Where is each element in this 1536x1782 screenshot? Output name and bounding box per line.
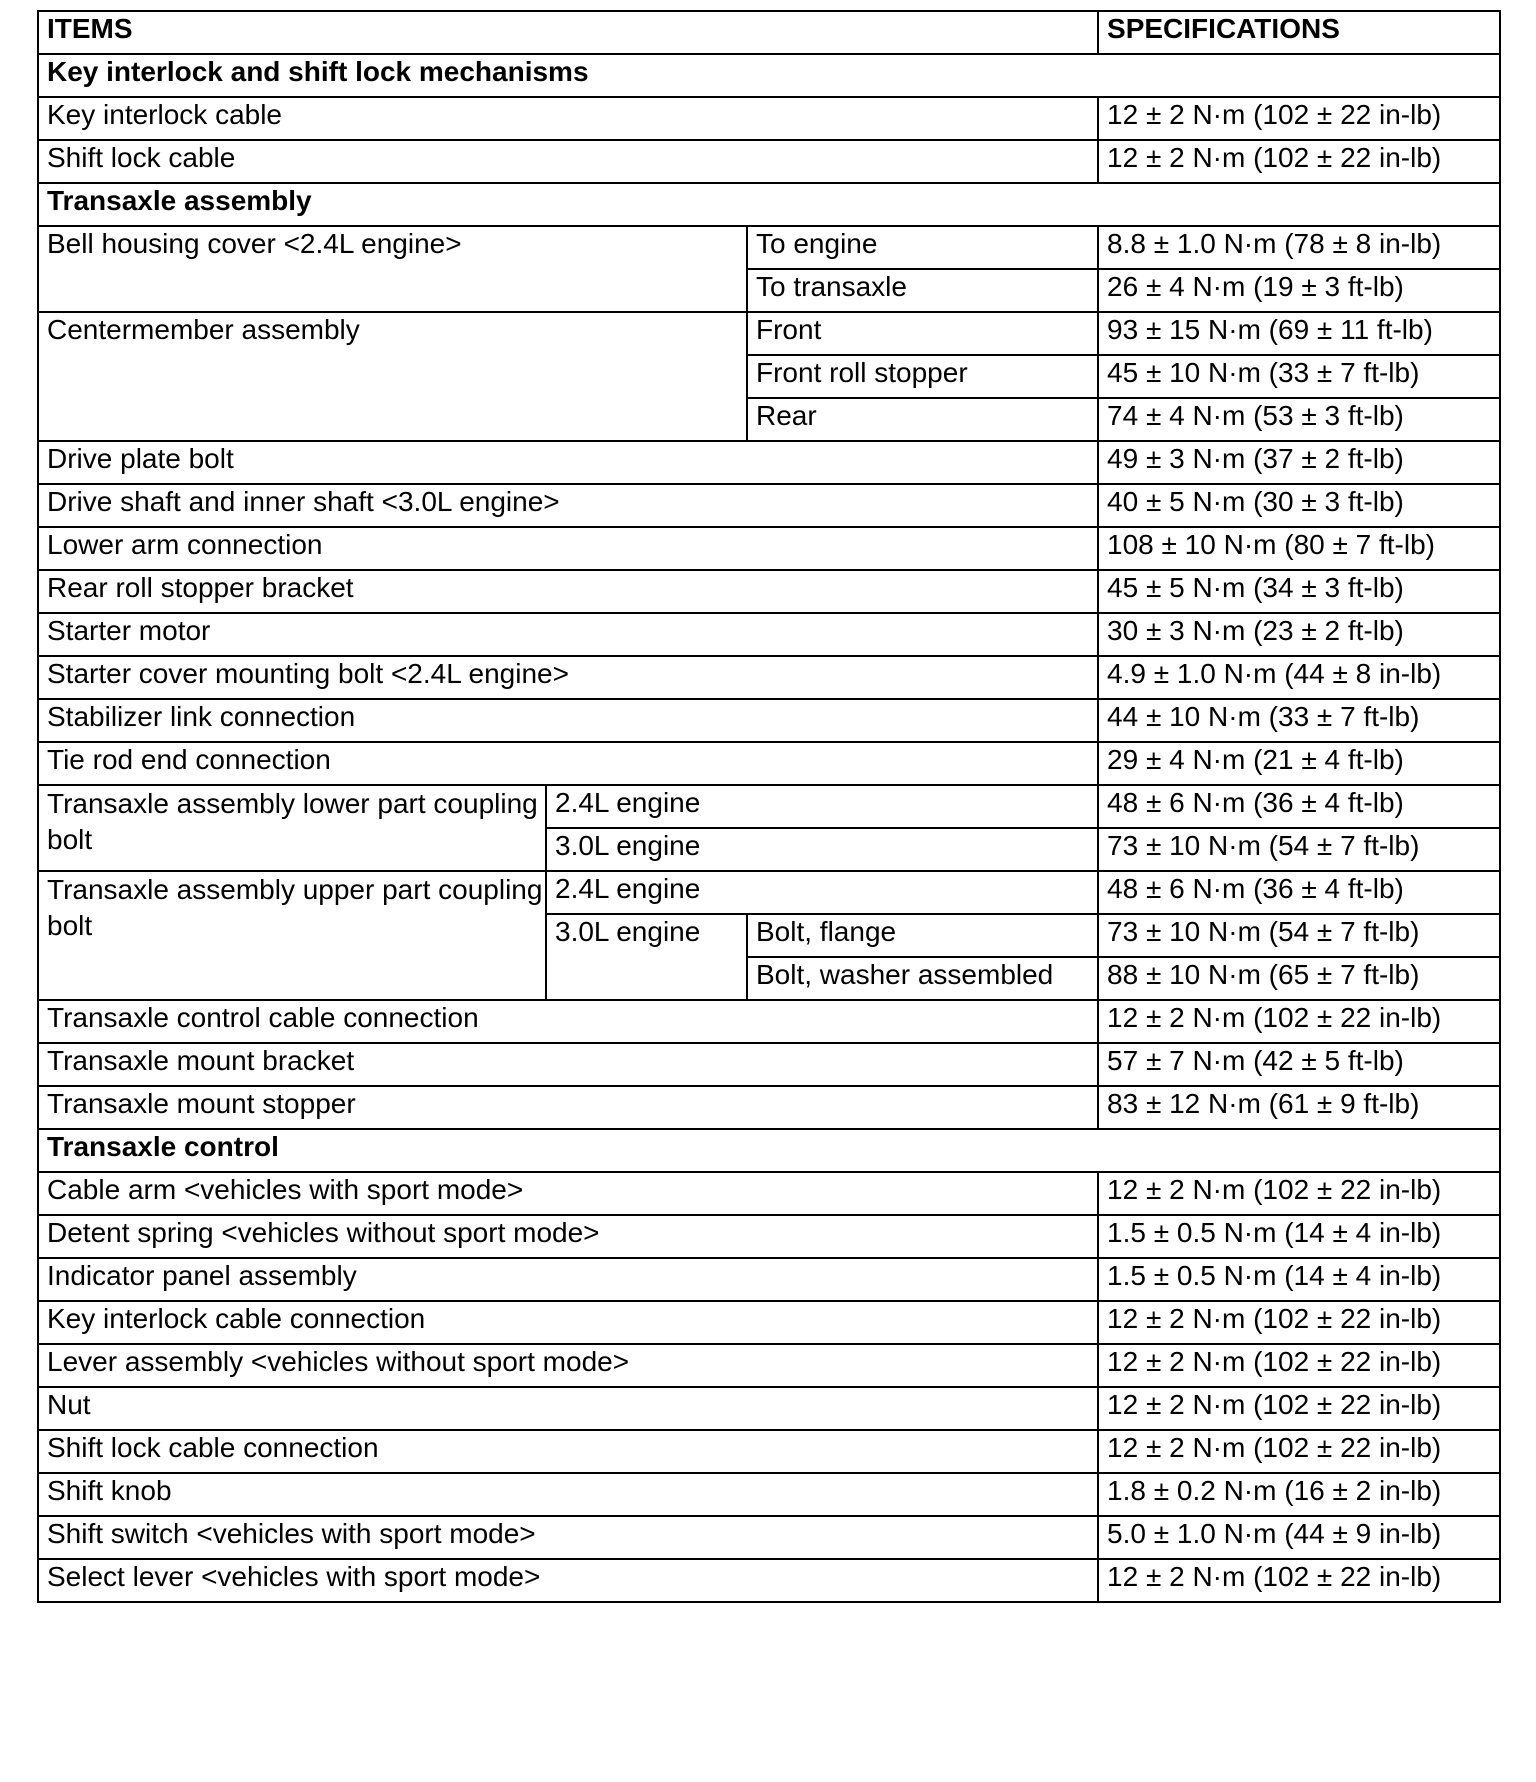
item-cell: Rear roll stopper bracket — [38, 570, 1098, 613]
section-title: Transaxle assembly — [38, 183, 1500, 226]
spec-cell: 48 ± 6 N·m (36 ± 4 ft-lb) — [1098, 871, 1500, 914]
sub-item-cell: To transaxle — [747, 269, 1098, 312]
spec-cell: 26 ± 4 N·m (19 ± 3 ft-lb) — [1098, 269, 1500, 312]
header-specifications: SPECIFICATIONS — [1098, 11, 1500, 54]
table-row — [38, 1559, 1500, 1602]
table-row — [38, 1301, 1500, 1344]
sub-item-cell: Front roll stopper — [747, 355, 1098, 398]
spec-cell: 83 ± 12 N·m (61 ± 9 ft-lb) — [1098, 1086, 1500, 1129]
table-row — [38, 312, 1500, 355]
item-cell: Stabilizer link connection — [38, 699, 1098, 742]
item-cell: Select lever <vehicles with sport mode> — [38, 1559, 1098, 1602]
table-row — [38, 570, 1500, 613]
item-cell: Detent spring <vehicles without sport mode> — [38, 1215, 1098, 1258]
item-cell: Key interlock cable connection — [38, 1301, 1098, 1344]
item-cell: Starter cover mounting bolt <2.4L engine> — [38, 656, 1098, 699]
spec-cell: 57 ± 7 N·m (42 ± 5 ft-lb) — [1098, 1043, 1500, 1086]
item-cell: Lower arm connection — [38, 527, 1098, 570]
spec-cell: 12 ± 2 N·m (102 ± 22 in-lb) — [1098, 1344, 1500, 1387]
item-cell: Transaxle assembly lower part coupling bolt — [38, 785, 546, 871]
table-row — [38, 140, 1500, 183]
spec-cell: 45 ± 5 N·m (34 ± 3 ft-lb) — [1098, 570, 1500, 613]
spec-cell: 88 ± 10 N·m (65 ± 7 ft-lb) — [1098, 957, 1500, 1000]
spec-cell: 44 ± 10 N·m (33 ± 7 ft-lb) — [1098, 699, 1500, 742]
table-row — [38, 656, 1500, 699]
item-cell: Cable arm <vehicles with sport mode> — [38, 1172, 1098, 1215]
section-row — [38, 183, 1500, 226]
spec-cell: 93 ± 15 N·m (69 ± 11 ft-lb) — [1098, 312, 1500, 355]
spec-cell: 12 ± 2 N·m (102 ± 22 in-lb) — [1098, 97, 1500, 140]
table-row — [38, 1344, 1500, 1387]
item-cell: Lever assembly <vehicles without sport mode> — [38, 1344, 1098, 1387]
table-row — [38, 613, 1500, 656]
sub-item-cell: 3.0L engine — [546, 828, 1098, 871]
table-row — [38, 1172, 1500, 1215]
item-cell: Key interlock cable — [38, 97, 1098, 140]
item-cell: Transaxle assembly upper part coupling bolt — [38, 871, 546, 1000]
sub-item-cell: 3.0L engine — [546, 914, 747, 1000]
sub-item-cell: 2.4L engine — [546, 871, 1098, 914]
table-row — [38, 1473, 1500, 1516]
spec-cell: 1.8 ± 0.2 N·m (16 ± 2 in-lb) — [1098, 1473, 1500, 1516]
sub-sub-item-cell: Bolt, flange — [747, 914, 1098, 957]
spec-cell: 12 ± 2 N·m (102 ± 22 in-lb) — [1098, 1301, 1500, 1344]
header-items: ITEMS — [38, 11, 1098, 54]
sub-item-cell: To engine — [747, 226, 1098, 269]
sub-item-cell: 2.4L engine — [546, 785, 1098, 828]
spec-cell: 1.5 ± 0.5 N·m (14 ± 4 in-lb) — [1098, 1215, 1500, 1258]
spec-cell: 12 ± 2 N·m (102 ± 22 in-lb) — [1098, 1387, 1500, 1430]
item-cell: Shift lock cable connection — [38, 1430, 1098, 1473]
table-row — [38, 484, 1500, 527]
spec-cell: 5.0 ± 1.0 N·m (44 ± 9 in-lb) — [1098, 1516, 1500, 1559]
table-row — [38, 742, 1500, 785]
item-cell: Centermember assembly — [38, 312, 747, 441]
section-row — [38, 1129, 1500, 1172]
table-row — [38, 1430, 1500, 1473]
section-title: Key interlock and shift lock mechanisms — [38, 54, 1500, 97]
item-cell: Starter motor — [38, 613, 1098, 656]
section-row — [38, 54, 1500, 97]
table-row — [38, 871, 1500, 914]
table-row — [38, 1043, 1500, 1086]
spec-cell: 49 ± 3 N·m (37 ± 2 ft-lb) — [1098, 441, 1500, 484]
section-title: Transaxle control — [38, 1129, 1500, 1172]
item-cell: Drive shaft and inner shaft <3.0L engine> — [38, 484, 1098, 527]
table-row — [38, 1387, 1500, 1430]
spec-cell: 74 ± 4 N·m (53 ± 3 ft-lb) — [1098, 398, 1500, 441]
sub-item-cell: Rear — [747, 398, 1098, 441]
spec-cell: 1.5 ± 0.5 N·m (14 ± 4 in-lb) — [1098, 1258, 1500, 1301]
table-row — [38, 699, 1500, 742]
table-row — [38, 1000, 1500, 1043]
spec-cell: 45 ± 10 N·m (33 ± 7 ft-lb) — [1098, 355, 1500, 398]
spec-cell: 8.8 ± 1.0 N·m (78 ± 8 in-lb) — [1098, 226, 1500, 269]
item-cell: Transaxle mount stopper — [38, 1086, 1098, 1129]
spec-cell: 29 ± 4 N·m (21 ± 4 ft-lb) — [1098, 742, 1500, 785]
sub-sub-item-cell: Bolt, washer assembled — [747, 957, 1098, 1000]
torque-spec-table — [37, 10, 1501, 1603]
spec-cell: 73 ± 10 N·m (54 ± 7 ft-lb) — [1098, 828, 1500, 871]
item-cell: Shift knob — [38, 1473, 1098, 1516]
spec-cell: 12 ± 2 N·m (102 ± 22 in-lb) — [1098, 1172, 1500, 1215]
table-row — [38, 785, 1500, 828]
table-row — [38, 97, 1500, 140]
table-row — [38, 527, 1500, 570]
item-cell: Transaxle mount bracket — [38, 1043, 1098, 1086]
header-row — [38, 11, 1500, 54]
table-row — [38, 1215, 1500, 1258]
sub-item-cell: Front — [747, 312, 1098, 355]
spec-cell: 73 ± 10 N·m (54 ± 7 ft-lb) — [1098, 914, 1500, 957]
item-cell: Shift switch <vehicles with sport mode> — [38, 1516, 1098, 1559]
spec-cell: 12 ± 2 N·m (102 ± 22 in-lb) — [1098, 1000, 1500, 1043]
table-row — [38, 1258, 1500, 1301]
table-row — [38, 441, 1500, 484]
table-row — [38, 1516, 1500, 1559]
item-cell: Nut — [38, 1387, 1098, 1430]
spec-cell: 108 ± 10 N·m (80 ± 7 ft-lb) — [1098, 527, 1500, 570]
item-cell: Transaxle control cable connection — [38, 1000, 1098, 1043]
table-row — [38, 226, 1500, 269]
item-cell: Drive plate bolt — [38, 441, 1098, 484]
spec-cell: 30 ± 3 N·m (23 ± 2 ft-lb) — [1098, 613, 1500, 656]
table-row — [38, 1086, 1500, 1129]
item-cell: Bell housing cover <2.4L engine> — [38, 226, 747, 312]
item-cell: Tie rod end connection — [38, 742, 1098, 785]
spec-cell: 48 ± 6 N·m (36 ± 4 ft-lb) — [1098, 785, 1500, 828]
spec-cell: 12 ± 2 N·m (102 ± 22 in-lb) — [1098, 1559, 1500, 1602]
item-cell: Indicator panel assembly — [38, 1258, 1098, 1301]
spec-cell: 12 ± 2 N·m (102 ± 22 in-lb) — [1098, 140, 1500, 183]
spec-cell: 4.9 ± 1.0 N·m (44 ± 8 in-lb) — [1098, 656, 1500, 699]
spec-cell: 40 ± 5 N·m (30 ± 3 ft-lb) — [1098, 484, 1500, 527]
spec-cell: 12 ± 2 N·m (102 ± 22 in-lb) — [1098, 1430, 1500, 1473]
item-cell: Shift lock cable — [38, 140, 1098, 183]
